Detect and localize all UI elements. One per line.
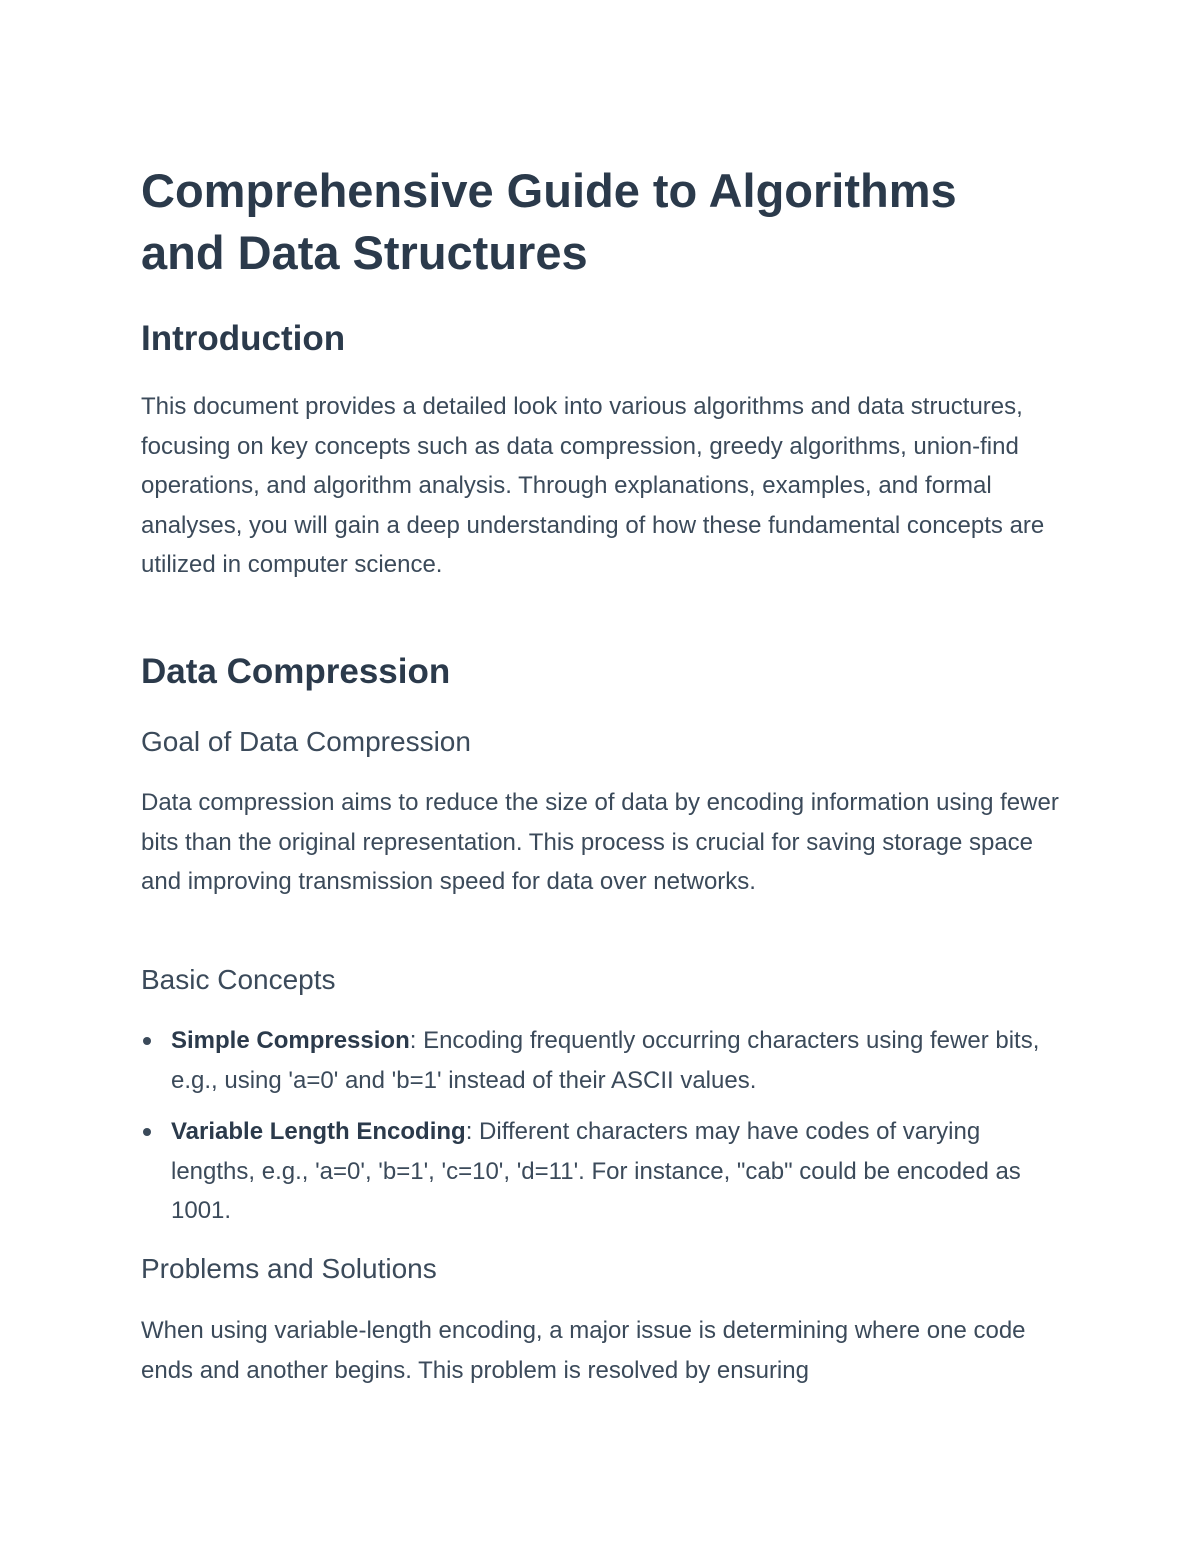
basic-concepts-heading: Basic Concepts bbox=[141, 964, 336, 995]
list-item-text: : Different characters may have codes of varying lengths, e.g., 'a=0', 'b=1', 'c=10', 'd=11'. For instance, "cab" could be encoded as 1001. bbox=[171, 1118, 1021, 1224]
list-item-term: Variable Length Encoding bbox=[171, 1118, 466, 1145]
problems-heading: Problems and Solutions bbox=[141, 1253, 437, 1284]
problems-paragraph: When using variable-length encoding, a major issue is determining where one code ends and another begins. This problem is resolved by ensuring bbox=[141, 1317, 1026, 1384]
goal-heading: Goal of Data Compression bbox=[141, 726, 471, 757]
introduction-paragraph: This document provides a detailed look into various algorithms and data structures, focusing on key concepts such as data compression, greedy algorithms, union-find operations, and algorithm analysis. Through explanations, examples, and formal analyses, you will gain a deep understanding of how these fundamental concepts are utilized in computer science. bbox=[141, 393, 1045, 578]
list-item bbox=[141, 1021, 1066, 1100]
introduction-heading: Introduction bbox=[141, 319, 346, 358]
basic-concepts-list bbox=[141, 1021, 1066, 1231]
bullet-dot-icon bbox=[143, 1037, 151, 1045]
list-item-term: Simple Compression bbox=[171, 1027, 410, 1054]
list-item bbox=[141, 1112, 1066, 1231]
list-item-text: : Encoding frequently occurring characters using fewer bits, e.g., using 'a=0' and 'b=1' instead of their ASCII values. bbox=[171, 1027, 1040, 1094]
bullet-dot-icon bbox=[143, 1128, 151, 1136]
data-compression-heading: Data Compression bbox=[141, 652, 451, 691]
goal-paragraph: Data compression aims to reduce the size of data by encoding information using fewer bits than the original representation. This process is crucial for saving storage space and improving transmission speed for data over networks. bbox=[141, 789, 1059, 895]
document-title: Comprehensive Guide to Algorithms and Data Structures bbox=[141, 164, 957, 279]
